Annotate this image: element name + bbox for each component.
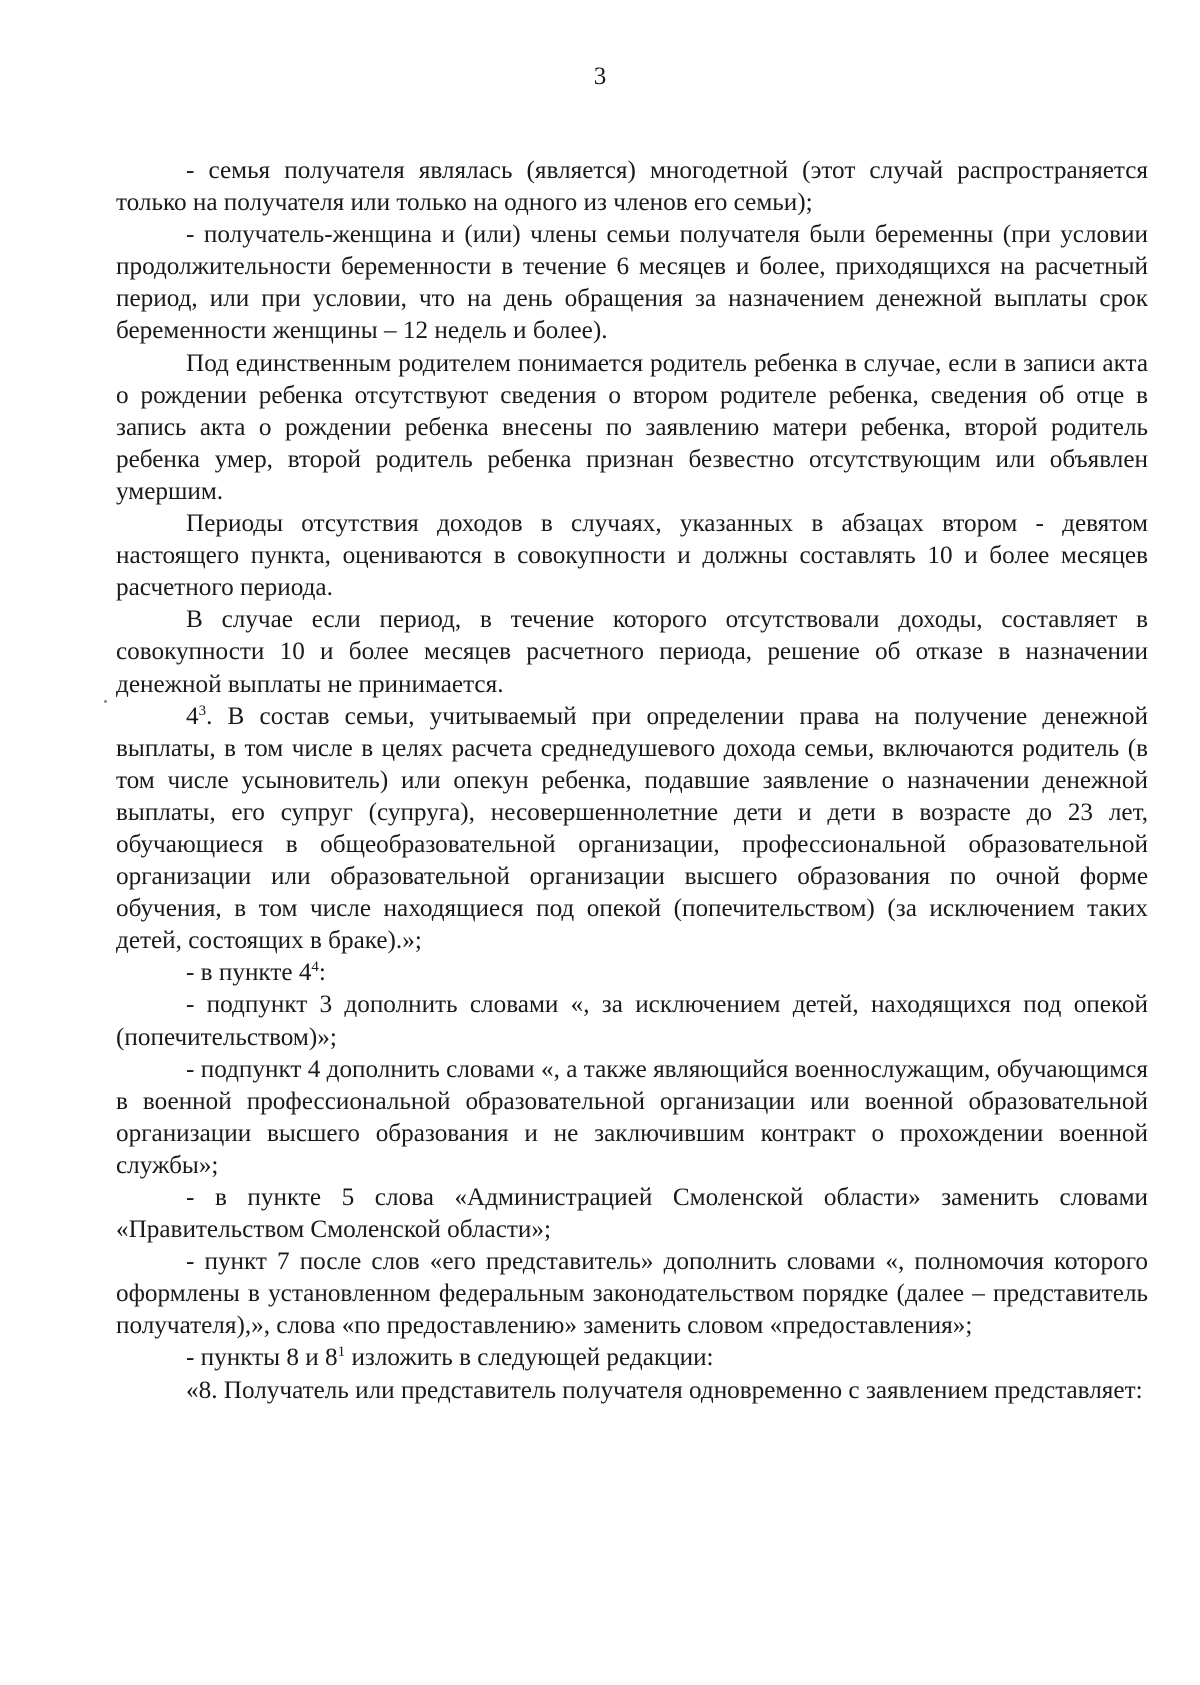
paragraph	[116, 701, 1148, 958]
paragraph	[116, 957, 1148, 989]
paragraph-text: :	[318, 959, 326, 987]
paragraph-text: - пункт 7 после слов «его представитель» дополнить словами «, полномочия которого оформлены в установленном федеральным законодательством порядке (далее – представитель получателя),», слова «по предоставлению» заменить словом «предоставления»;	[116, 1248, 1148, 1340]
paragraph	[116, 1375, 1148, 1407]
paragraph-text: «8. Получатель или представитель получателя одновременно с заявлением представляет:	[186, 1376, 1143, 1404]
superscript-index: 3	[198, 702, 207, 719]
superscript-index: 4	[311, 959, 319, 976]
paragraph-text: - в пункте 5 слова «Администрацией Смоленской области» заменить словами «Правительством Смоленской области»;	[116, 1184, 1148, 1244]
paragraph	[116, 989, 1148, 1053]
paragraph-text: - семья получателя являлась (является) многодетной (этот случай распространяется только на получателя или только на одного из членов его семьи);	[116, 157, 1148, 217]
paragraph	[116, 1342, 1148, 1374]
scan-dot-mark	[104, 700, 107, 703]
paragraph-text: - подпункт 3 дополнить словами «, за исключением детей, находящихся под опекой (попечительством)»;	[116, 991, 1148, 1051]
paragraph	[116, 348, 1148, 508]
page-number: 3	[593, 63, 607, 90]
paragraph-text: Под единственным родителем понимается родитель ребенка в случае, если в записи акта о рождении ребенка отсутствуют сведения о втором родителе ребенка, сведения об отце в запись акта о рождении ребенка внесены по заявлению матери ребенка, второй родитель ребенка умер, второй родитель ребенка признан безвестно отсутствующим или объявлен умершим.	[116, 349, 1148, 505]
paragraph	[116, 155, 1148, 219]
paragraph	[116, 1182, 1148, 1246]
paragraph-text: 4	[186, 702, 199, 730]
paragraph	[116, 1054, 1148, 1182]
paragraph-text: . В состав семьи, учитываемый при определении права на получение денежной выплаты, в том числе в целях расчета среднедушевого дохода семьи, включаются родитель (в том числе усыновитель) или опекун ребенка, подавшие заявление о назначении денежной выплаты, его супруг (супруга), несовершеннолетние дети и дети в возрасте до 23 лет, обучающиеся в общеобразовательной организации, профессиональной образовательной организации или образовательной организации высшего образования по очной форме обучения, в том числе находящиеся под опекой (попечительством) (за исключением таких детей, состоящих в браке).»;	[116, 702, 1148, 955]
paragraph	[116, 1246, 1148, 1342]
paragraph-text: - подпункт 4 дополнить словами «, а также являющийся военнослужащим, обучающимся в военной профессиональной образовательной организации или военной образовательной организации высшего образования и не заключившим контракт о прохождении военной службы»;	[116, 1055, 1148, 1179]
paragraph-text: изложить в следующей редакции:	[345, 1344, 714, 1372]
paragraph	[116, 604, 1148, 700]
paragraph-text: Периоды отсутствия доходов в случаях, указанных в абзацах втором - девятом настоящего пункта, оцениваются в совокупности и должны составлять 10 и более месяцев расчетного периода.	[116, 510, 1148, 602]
paragraph	[116, 508, 1148, 604]
paragraph-text: - пункты 8 и 8	[186, 1344, 338, 1372]
paragraph-text: - получатель-женщина и (или) члены семьи получателя были беременны (при условии продолжительности беременности в течение 6 месяцев и более, приходящихся на расчетный период, или при условии, что на день обращения за назначением денежной выплаты срок беременности женщины – 12 недель и более).	[116, 221, 1148, 345]
paragraph	[116, 219, 1148, 347]
document-body	[116, 155, 1148, 1407]
paragraph-text: В случае если период, в течение которого отсутствовали доходы, составляет в совокупности 10 и более месяцев расчетного периода, решение об отказе в назначении денежной выплаты не принимается.	[116, 606, 1148, 698]
paragraph-text: - в пункте 4	[186, 959, 312, 987]
superscript-index: 1	[337, 1344, 346, 1361]
